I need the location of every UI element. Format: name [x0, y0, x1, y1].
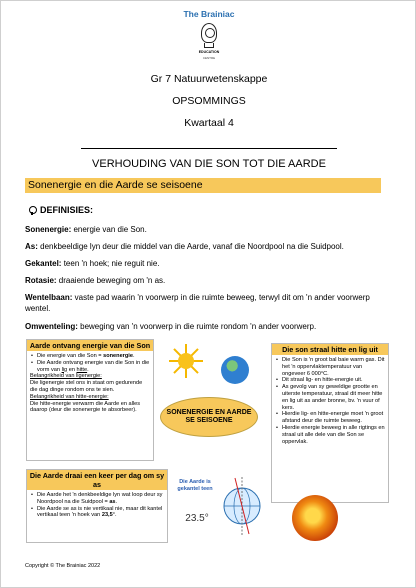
definition-item: Sonenergie: energie van die Son. — [25, 225, 147, 234]
definition-item: Omwenteling: beweging van 'n voorwerp in die ruimte rondom 'n ander voorwerp. — [25, 322, 317, 331]
definition-item: Gekantel: teen 'n hoek; nie reguit nie. — [25, 259, 160, 268]
earth-icon — [221, 356, 249, 384]
tilted-earth-icon — [220, 475, 264, 537]
list-item: • Die Aarde ontvang energie van die Son in die vorm van lig en hitte. — [37, 360, 150, 374]
subject-heading: Gr 7 Natuurwetenskappe — [150, 73, 268, 85]
sub-heading: Belangrikheid van hitte-energie: — [30, 393, 109, 400]
list-item: • Dit straal lig- en hitte-energie uit. — [282, 377, 385, 384]
list-item: Die hitte-energie verwarm die Aarde en alles daarop (deur die sonenergie te absorbeer). — [30, 400, 141, 414]
logo-text-line1: EDUCATION — [198, 50, 220, 54]
box-title: Aarde ontvang energie van die Son — [27, 340, 153, 351]
box-title: Die son straal hitte en lig uit — [272, 344, 388, 355]
term-heading: Kwartaal 4 — [184, 117, 234, 129]
definitions-heading-text: DEFINISIES: — [40, 205, 94, 215]
list-item: • Hierdie energie beweeg in alle rigtings en straal uit alle dele van die Son se oppervlak. — [282, 425, 385, 445]
list-item: Die ligenergie stel ons in staat om gedurende die dag dinge rondom ons te sien. — [30, 380, 143, 393]
center-topic-label: SONENERGIE EN AARDE SE SEISOENE — [160, 397, 258, 437]
section-subtitle: Sonenergie en die Aarde se seisoene — [25, 178, 381, 193]
definition-item: Wentelbaan: vaste pad waarin 'n voorwerp in die ruimte beweeg, terwyl dit om 'n ander voorwerp wentel. — [25, 293, 370, 313]
section-title: VERHOUDING VAN DIE SON TOT DIE AARDE — [92, 158, 326, 170]
box-sun-radiates — [271, 343, 389, 503]
definition-item: As: denkbeeldige lyn deur die middel van die Aarde, vanaf die Noordpool na die Suidpool. — [25, 242, 344, 251]
list-item: • Hierdie lig- en hitte-energie moet 'n groot afstand deur die ruimte beweeg. — [282, 411, 385, 425]
list-item: • Die Aarde het 'n denkbeeldige lyn wat loop deur sy Noordpool na die Suidpool = as. — [37, 492, 164, 506]
list-item: • Die energie van die Son = sonenergie. — [37, 353, 150, 360]
brand-name: The Brainiac — [183, 9, 235, 19]
sub-heading: Belangrikheid van ligenergie: — [30, 373, 102, 380]
list-item: • Die Son is 'n groot bal baie warm gas. Dit het 'n oppervlaktemperatuur van ongeveer 6 000°C. — [282, 357, 385, 377]
sun-icon — [169, 344, 203, 378]
list-item: • Die Aarde se as is nie vertikaal nie, maar dit kantel vertikaal teen 'n hoek van 23,5°. — [37, 506, 164, 520]
definition-item: Rotasie: draaiende beweging om 'n as. — [25, 276, 166, 285]
tilt-label: Die Aarde is gekantel teen — [177, 479, 213, 492]
copyright-text: Copyright © The Brainiac 2022 — [25, 563, 101, 569]
list-item: • As gevolg van sy geweldige grootte en uiterste temperatuur, straal dit meer hitte en lig uit as ander bronne, bv. 'n vuur of kers. — [282, 384, 385, 411]
brainiac-logo-icon — [192, 21, 226, 65]
box-earth-rotates — [26, 469, 168, 543]
tilt-degrees: 23.5° — [185, 513, 209, 524]
box-title: Die Aarde draai een keer per dag om sy as — [27, 470, 167, 490]
definitions-heading — [27, 205, 93, 215]
box-earth-receives-energy — [26, 339, 154, 461]
sun-photo-icon — [292, 495, 338, 541]
doc-type-heading: OPSOMMINGS — [172, 95, 246, 107]
logo-text-line2: CENTRE — [202, 56, 216, 60]
header-divider — [81, 148, 337, 149]
lightbulb-icon — [27, 205, 37, 215]
